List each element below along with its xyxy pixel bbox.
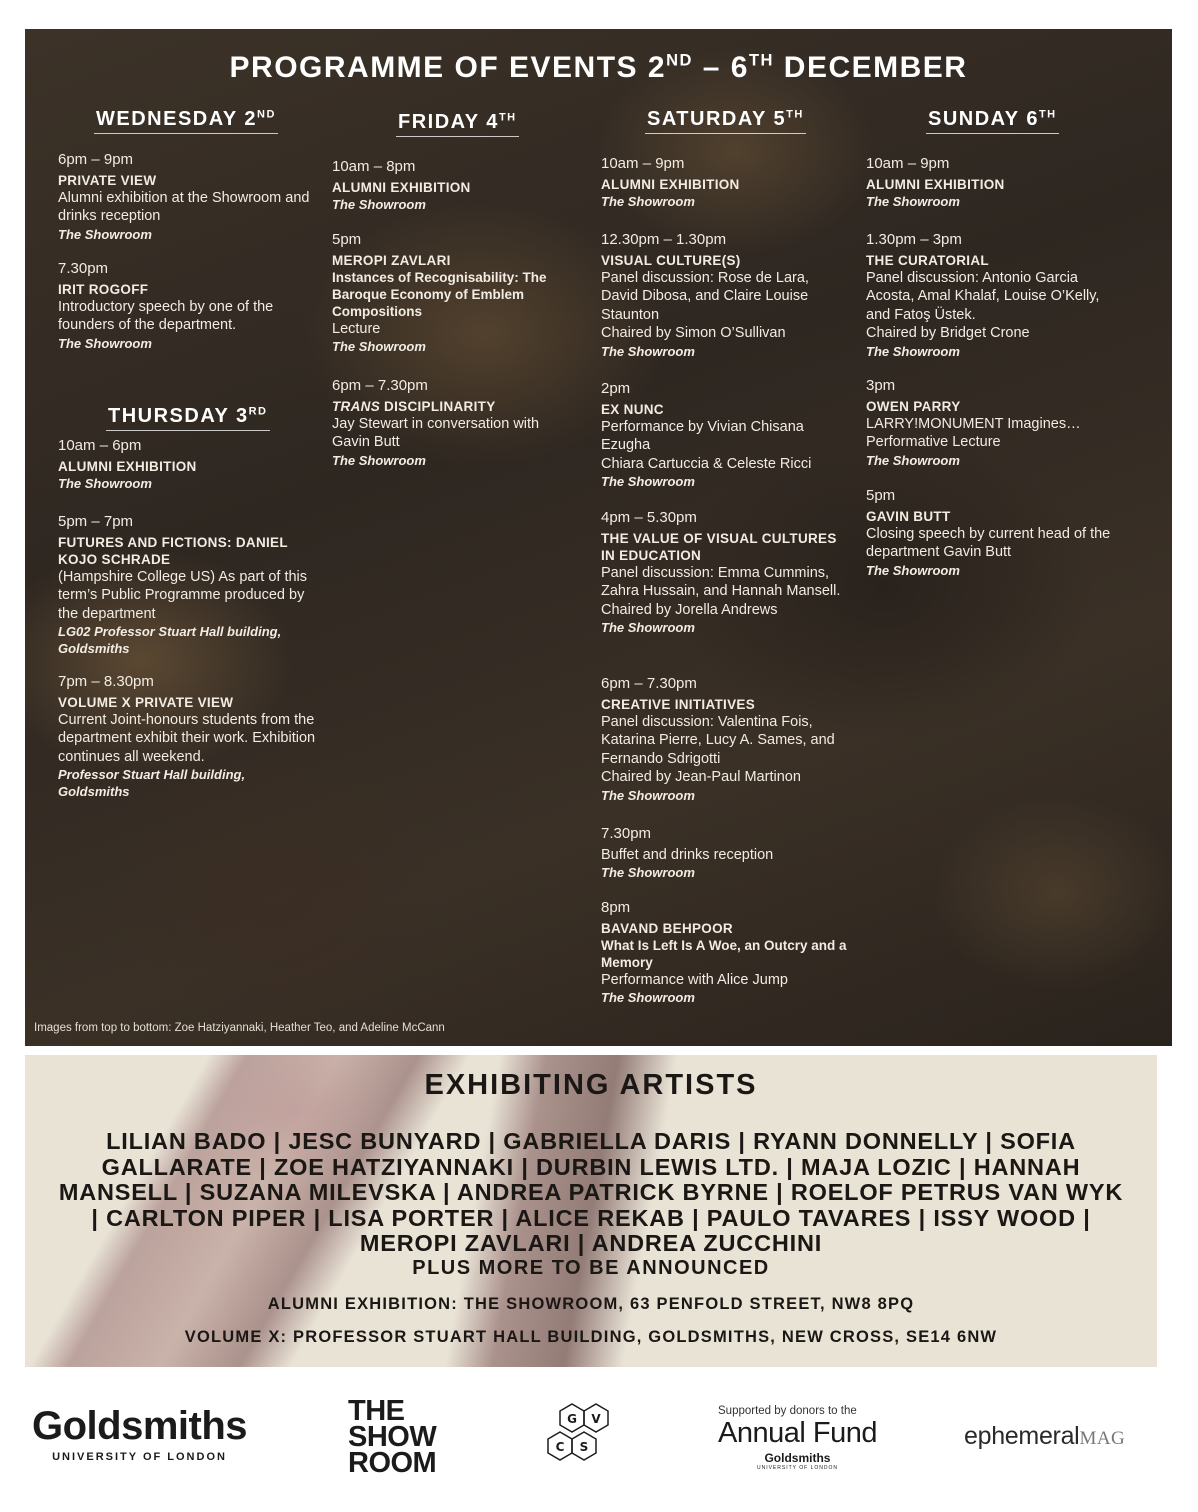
event-title: OWEN PARRY <box>866 398 961 414</box>
event-description: Panel discussion: Valentina Fois, Katarina Pierre, Lucy A. Sames, and Fernando Sdrigotti <box>601 713 835 767</box>
event-thu-volume-x <box>58 673 320 800</box>
programme-title <box>25 51 1172 85</box>
event-thu-alumni <box>58 437 320 492</box>
event-time: 7pm – 8.30pm <box>58 673 154 690</box>
event-title: THE CURATORIAL <box>866 252 989 268</box>
gvcs-letter: G <box>567 1412 577 1426</box>
event-sun-curatorial <box>866 231 1121 360</box>
artists-line: LILIAN BADO | JESC BUNYARD | GABRIELLA DARIS | RYANN DONNELLY | SOFIA <box>106 1128 1076 1154</box>
image-credit: Images from top to bottom: Zoe Hatziyannaki, Heather Teo, and Adeline McCann <box>34 1022 445 1034</box>
event-venue: The Showroom <box>601 620 695 635</box>
gvcs-letter: V <box>591 1412 601 1426</box>
artists-title: EXHIBITING ARTISTS <box>424 1069 758 1101</box>
goldsmiths-subtitle: UNIVERSITY OF LONDON <box>52 1451 227 1463</box>
event-title: VISUAL CULTURE(S) <box>601 252 741 268</box>
event-time: 7.30pm <box>58 260 109 277</box>
event-venue: The Showroom <box>601 990 695 1005</box>
event-description: Introductory speech by one of the founders of the department. <box>58 298 274 333</box>
event-description: Lecture <box>332 320 381 337</box>
day-heading-thursday <box>106 405 270 431</box>
event-time: 10am – 9pm <box>866 155 950 172</box>
day-heading-friday <box>396 111 519 137</box>
title-sup: TH <box>748 51 774 70</box>
event-wed-private-view <box>58 151 320 243</box>
title-part: PROGRAMME OF EVENTS 2 <box>229 51 667 84</box>
event-time: 6pm – 7.30pm <box>601 675 697 692</box>
event-title: BAVAND BEHPOOR <box>601 920 733 936</box>
day-sup: TH <box>498 111 517 124</box>
event-venue: The Showroom <box>58 226 152 242</box>
event-title: VOLUME X PRIVATE VIEW <box>58 694 234 710</box>
event-venue: The Showroom <box>866 193 960 209</box>
event-venue: The Showroom <box>866 562 960 578</box>
event-description: Performance by Vivian Chisana Ezugha <box>601 418 804 453</box>
annual-fund-logo <box>718 1405 877 1471</box>
day-heading-wednesday <box>94 108 278 134</box>
gvcs-letter: S <box>579 1440 589 1454</box>
event-title: IRIT ROGOFF <box>58 281 149 297</box>
event-fri-meropi <box>332 231 557 355</box>
event-venue: The Showroom <box>601 865 695 880</box>
event-venue: The Showroom <box>601 193 695 209</box>
event-subtitle: What Is Left Is A Woe, an Outcry and a Memory <box>601 937 847 970</box>
event-time: 7.30pm <box>601 825 652 842</box>
showroom-line: SHOW <box>348 1421 437 1453</box>
event-venue: The Showroom <box>332 196 426 212</box>
day-sup: RD <box>248 405 268 418</box>
event-time: 10am – 8pm <box>332 158 416 175</box>
annual-fund-name: Annual Fund <box>718 1417 877 1449</box>
event-chair: Chaired by Simon O’Sullivan <box>601 325 786 341</box>
event-sat-value-visual-cultures <box>601 509 851 636</box>
title-sup: ND <box>666 51 693 70</box>
event-sat-visual-cultures <box>601 231 831 360</box>
artists-line: GALLARATE | ZOE HATZIYANNAKI | DURBIN LEWIS LTD. | MAJA LOZIC | HANNAH <box>101 1153 1081 1180</box>
event-wed-irit-rogoff <box>58 260 320 352</box>
event-title: GAVIN BUTT <box>866 508 951 524</box>
event-title: FUTURES AND FICTIONS: DANIEL KOJO SCHRADE <box>58 534 288 567</box>
event-time: 12.30pm – 1.30pm <box>601 231 727 248</box>
day-sup: ND <box>257 108 276 121</box>
event-venue: The Showroom <box>58 335 152 351</box>
day-heading-saturday <box>645 108 806 134</box>
day-heading-sunday <box>926 108 1059 134</box>
event-title: ALUMNI EXHIBITION <box>866 176 1005 192</box>
event-title-italic: TRANS <box>332 398 380 414</box>
event-sat-bavand-behpoor <box>601 899 851 1006</box>
event-title: CREATIVE INITIATIVES <box>601 696 756 712</box>
event-time: 3pm <box>866 377 896 394</box>
ephemeral-mag-logo <box>964 1422 1125 1451</box>
event-venue: The Showroom <box>866 452 960 468</box>
event-chair: Chaired by Jean-Paul Martinon <box>601 769 801 785</box>
venue-volume-x: VOLUME X: PROFESSOR STUART HALL BUILDING, GOLDSMITHS, NEW CROSS, SE14 6NW <box>184 1328 998 1346</box>
event-time: 5pm <box>866 487 896 504</box>
event-description: Panel discussion: Emma Cummins, Zahra Hussain, and Hannah Mansell. <box>601 564 841 599</box>
event-venue: The Showroom <box>601 787 695 803</box>
event-sun-gavin-butt <box>866 487 1121 579</box>
event-title <box>332 398 557 415</box>
event-venue: The Showroom <box>58 475 152 491</box>
event-performers: Chiara Cartuccia & Celeste Ricci <box>601 455 812 472</box>
event-sat-buffet <box>601 825 863 881</box>
event-title: EX NUNC <box>601 401 664 417</box>
event-fri-transdisciplinarity <box>332 377 557 469</box>
event-format: Performative Lecture <box>866 434 1001 450</box>
event-description: Alumni exhibition at the Showroom and drinks reception <box>58 189 310 224</box>
title-part: DECEMBER <box>773 51 968 84</box>
event-fri-alumni <box>332 158 594 213</box>
exhibiting-artists-panel <box>25 1055 1157 1367</box>
annual-fund-goldsmiths-sub: UNIVERSITY OF LONDON <box>756 1465 838 1471</box>
event-title: THE VALUE OF VISUAL CULTURES IN EDUCATION <box>601 530 837 563</box>
event-thu-futures <box>58 513 320 657</box>
annual-fund-goldsmiths: Goldsmiths <box>764 1451 831 1465</box>
event-time: 2pm <box>601 380 631 397</box>
event-description: Buffet and drinks reception <box>601 846 774 863</box>
day-label: FRIDAY 4 <box>398 111 499 133</box>
artists-line: | CARLTON PIPER | LISA PORTER | ALICE REKAB | PAULO TAVARES | ISSY WOOD | <box>91 1204 1091 1231</box>
event-venue: The Showroom <box>332 339 426 354</box>
event-title: MEROPI ZAVLARI <box>332 252 451 268</box>
gvcs-letter: C <box>555 1440 565 1454</box>
event-venue: LG02 Professor Stuart Hall building, Goldsmiths <box>58 624 282 656</box>
title-part: – 6 <box>692 51 749 84</box>
event-time: 10am – 9pm <box>601 155 685 172</box>
event-title: ALUMNI EXHIBITION <box>332 179 471 195</box>
event-time: 10am – 6pm <box>58 437 142 454</box>
day-sup: TH <box>786 108 804 121</box>
event-venue: Professor Stuart Hall building, Goldsmiths <box>58 767 246 799</box>
event-sat-alumni <box>601 155 863 210</box>
gvcs-hexagon-icon <box>530 1402 630 1482</box>
event-venue: The Showroom <box>601 343 695 359</box>
event-time: 6pm – 9pm <box>58 151 134 168</box>
event-time: 1.30pm – 3pm <box>866 231 962 248</box>
event-time: 8pm <box>601 899 631 916</box>
ephemeral-word: ephemeral <box>964 1422 1080 1450</box>
goldsmiths-name: Goldsmiths <box>32 1404 248 1448</box>
artists-more: PLUS MORE TO BE ANNOUNCED <box>412 1257 770 1279</box>
event-sat-creative-initiatives <box>601 675 851 804</box>
event-chair: Chaired by Bridget Crone <box>866 325 1030 341</box>
event-time: 4pm – 5.30pm <box>601 509 697 526</box>
artists-line: MEROPI ZAVLARI | ANDREA ZUCCHINI <box>359 1230 823 1256</box>
event-sun-alumni <box>866 155 1128 210</box>
goldsmiths-logo <box>32 1404 247 1463</box>
day-label: WEDNESDAY 2 <box>96 108 257 130</box>
event-title: ALUMNI EXHIBITION <box>58 458 197 474</box>
day-label: THURSDAY 3 <box>108 405 249 427</box>
event-title-rest: DISCIPLINARITY <box>380 398 496 414</box>
event-description: Jay Stewart in conversation with Gavin Butt <box>332 415 540 450</box>
event-subtitle: Instances of Recognisability: The Baroque Economy of Emblem Compositions <box>332 269 547 319</box>
event-sun-owen-parry <box>866 377 1121 469</box>
event-chair: Chaired by Jorella Andrews <box>601 601 778 618</box>
event-description: Current Joint-honours students from the department exhibit their work. Exhibition continues all weekend. <box>58 711 316 765</box>
day-label: SATURDAY 5 <box>647 108 787 130</box>
artists-line: MANSELL | SUZANA MILEVSKA | ANDREA PATRICK BYRNE | ROELOF PETRUS VAN WYK <box>58 1179 1124 1205</box>
day-label: SUNDAY 6 <box>928 108 1039 130</box>
artists-list <box>33 1129 1149 1257</box>
event-venue: The Showroom <box>601 474 695 489</box>
event-sat-ex-nunc <box>601 380 831 490</box>
event-venue: The Showroom <box>866 343 960 359</box>
day-sup: TH <box>1038 108 1057 121</box>
showroom-line: ROOM <box>348 1447 437 1479</box>
event-time: 6pm – 7.30pm <box>332 377 428 394</box>
event-description: Panel discussion: Rose de Lara, David Dibosa, and Claire Louise Staunton <box>601 269 809 323</box>
event-description: Panel discussion: Antonio Garcia Acosta, Amal Khalaf, Louise O’Kelly, and Fatoş Üstek. <box>866 269 1100 323</box>
ephemeral-mag-word: MAG <box>1079 1428 1126 1449</box>
event-description: (Hampshire College US) As part of this term’s Public Programme produced by the department <box>58 568 308 622</box>
showroom-logo <box>348 1395 437 1479</box>
venue-alumni-exhibition: ALUMNI EXHIBITION: THE SHOWROOM, 63 PENFOLD STREET, NW8 8PQ <box>267 1295 915 1313</box>
annual-fund-support: Supported by donors to the <box>718 1405 857 1417</box>
event-time: 5pm – 7pm <box>58 513 134 530</box>
showroom-line: THE <box>348 1395 405 1427</box>
event-description: Closing speech by current head of the department Gavin Butt <box>866 525 1111 560</box>
event-title: PRIVATE VIEW <box>58 172 157 188</box>
event-description: LARRY!MONUMENT Imagines… <box>866 415 1081 432</box>
event-time: 5pm <box>332 231 362 248</box>
programme-panel <box>25 29 1172 1046</box>
gvcs-logo <box>530 1402 630 1487</box>
event-title: ALUMNI EXHIBITION <box>601 176 740 192</box>
event-venue: The Showroom <box>332 452 426 468</box>
event-description: Performance with Alice Jump <box>601 971 788 988</box>
